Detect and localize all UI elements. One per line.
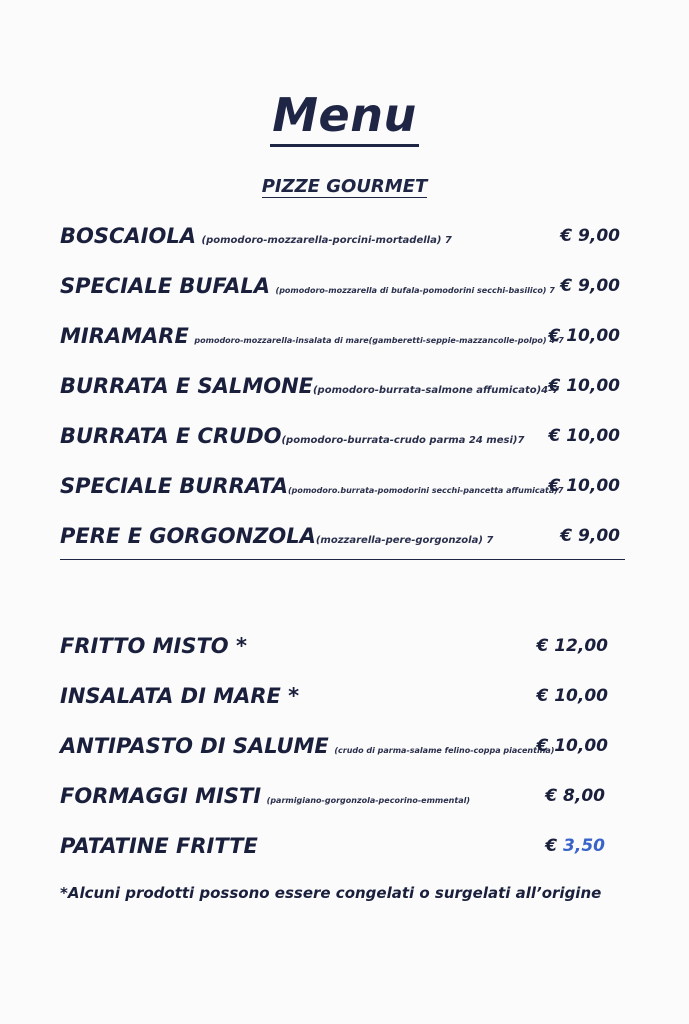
menu-item-speciale-bufala [60, 274, 620, 298]
menu-item-formaggi-misti [60, 784, 605, 808]
item-price: € 10,00 [536, 686, 608, 706]
section-title [0, 176, 689, 197]
item-price: € 8,00 [545, 786, 605, 806]
item-price: € 9,00 [560, 276, 620, 296]
menu-item-patatine-fritte [60, 834, 605, 858]
item-name: PATATINE FRITTE [60, 834, 258, 858]
item-price: € 10,00 [548, 476, 620, 496]
item-price: € 10,00 [548, 326, 620, 346]
item-desc: (mozzarella-pere-gorgonzola) 7 [315, 535, 494, 546]
item-desc: pomodoro-mozzarella-insalata di mare(gamberetti-seppie-mazzancolle-polpo) 4-7 [194, 336, 564, 345]
section-divider [60, 559, 625, 560]
item-name: FORMAGGI MISTI [60, 784, 262, 808]
menu-item-pere-e-gorgonzola [60, 524, 620, 548]
item-name: BURRATA E CRUDO [60, 424, 282, 448]
item-price: € 9,00 [560, 526, 620, 546]
item-desc: (pomodoro-burrata-salmone affumicato)4-7 [312, 385, 560, 396]
menu-item-speciale-burrata [60, 474, 620, 498]
menu-item-boscaiola [60, 224, 620, 248]
menu-item-burrata-e-crudo [60, 424, 620, 448]
item-name: BOSCAIOLA [60, 224, 196, 248]
item-name: SPECIALE BUFALA [60, 274, 270, 298]
menu-title-text: Menu [270, 88, 418, 147]
item-desc: (pomodoro-mozzarella di bufala-pomodorini secchi-basilico) 7 [275, 286, 555, 295]
item-name: FRITTO MISTO * [60, 634, 247, 658]
item-price: € 9,00 [560, 226, 620, 246]
item-price [545, 836, 605, 856]
item-desc: (pomodoro-mozzarella-porcini-mortadella) 7 [201, 235, 452, 246]
menu-title [0, 88, 689, 142]
item-desc: (pomodoro.burrata-pomodorini secchi-pancetta affumicata)7 [287, 486, 564, 495]
item-desc: (pomodoro-burrata-crudo parma 24 mesi)7 [281, 435, 525, 446]
item-name: PERE E GORGONZOLA [60, 524, 316, 548]
menu-item-antipasto-di-salume [60, 734, 608, 758]
item-desc: (crudo di parma-salame felino-coppa piacentina) [334, 746, 555, 755]
menu-item-fritto-misto [60, 634, 608, 658]
menu-item-burrata-e-salmone [60, 374, 620, 398]
footnote: *Alcuni prodotti possono essere congelati o surgelati all’origine [60, 884, 602, 902]
price-prefix: € [545, 836, 564, 856]
item-price: € 10,00 [548, 426, 620, 446]
item-name: SPECIALE BURRATA [60, 474, 288, 498]
menu-item-insalata-di-mare [60, 684, 608, 708]
item-price: € 12,00 [536, 636, 608, 656]
item-name: ANTIPASTO DI SALUME [60, 734, 329, 758]
item-name: MIRAMARE [60, 324, 189, 348]
item-desc: (parmigiano-gorgonzola-pecorino-emmental) [266, 796, 470, 805]
item-price: € 10,00 [536, 736, 608, 756]
section-title-text: PIZZE GOURMET [261, 176, 428, 197]
item-price: € 10,00 [548, 376, 620, 396]
handwritten-price: 3,50 [563, 836, 605, 856]
item-name: BURRATA E SALMONE [60, 374, 313, 398]
item-name: INSALATA DI MARE * [60, 684, 300, 708]
menu-item-miramare [60, 324, 620, 348]
